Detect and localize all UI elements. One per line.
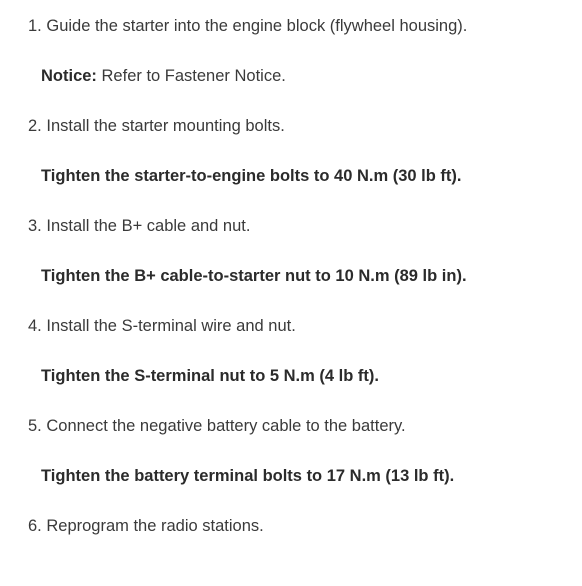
step-4 — [28, 315, 296, 337]
torque-spec-4: Tighten the battery terminal bolts to 17 N.m (13 lb ft). — [41, 467, 455, 485]
step-number: 2. — [28, 117, 42, 135]
torque-spec-3: Tighten the S-terminal nut to 5 N.m (4 lb ft). — [41, 367, 379, 385]
step-number: 5. — [28, 417, 42, 435]
notice-label: Notice: — [41, 67, 97, 85]
step-text: Install the starter mounting bolts. — [46, 117, 285, 135]
step-number: 6. — [28, 517, 42, 535]
step-text: Reprogram the radio stations. — [46, 517, 264, 535]
torque-spec-1: Tighten the starter-to-engine bolts to 40 N.m (30 lb ft). — [41, 167, 462, 185]
step-text: Guide the starter into the engine block (flywheel housing). — [46, 17, 468, 35]
notice — [41, 65, 286, 87]
step-text: Install the B+ cable and nut. — [46, 217, 251, 235]
notice-text: Refer to Fastener Notice. — [101, 67, 286, 85]
step-text: Connect the negative battery cable to the battery. — [46, 417, 406, 435]
step-2 — [28, 115, 285, 137]
step-5 — [28, 415, 406, 437]
step-number: 3. — [28, 217, 42, 235]
step-text: Install the S-terminal wire and nut. — [46, 317, 296, 335]
step-1 — [28, 15, 467, 37]
step-6 — [28, 515, 264, 537]
torque-spec-2: Tighten the B+ cable-to-starter nut to 10 N.m (89 lb in). — [41, 267, 467, 285]
step-3 — [28, 215, 250, 237]
step-number: 1. — [28, 17, 42, 35]
step-number: 4. — [28, 317, 42, 335]
